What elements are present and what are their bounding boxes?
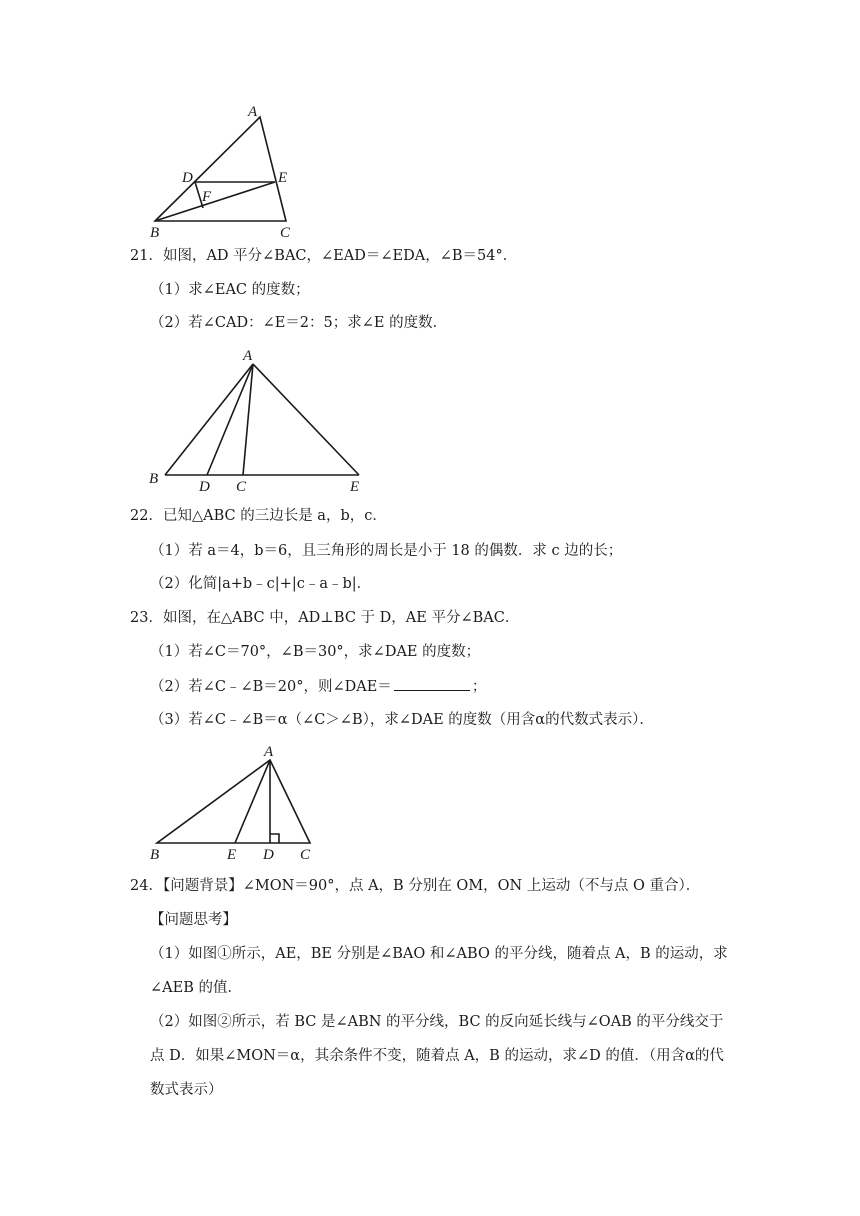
right-angle-mark (270, 834, 279, 843)
q24-heading: 【问题思考】 (150, 912, 237, 928)
label-f: F (202, 189, 212, 205)
label-e: E (227, 847, 237, 863)
label-a: A (264, 744, 274, 760)
q23-part2 (150, 676, 486, 697)
segment-be (155, 182, 275, 221)
label-c: C (236, 479, 247, 495)
q22-part1: （1）若 a＝4，b＝6，且三角形的周长是小于 18 的偶数．求 c 边的长； (150, 543, 623, 559)
q24-part2-line1: （2）如图②所示，若 BC 是∠ABN 的平分线，BC 的反向延长线与∠OAB 的平分线交于 (150, 1014, 724, 1030)
label-b: B (150, 847, 160, 863)
q24-part2-line3: 数式表示） (150, 1082, 223, 1098)
q21-stem: 21．如图，AD 平分∠BAC，∠EAD＝∠EDA，∠B＝54°． (130, 248, 518, 264)
triangle-abc (155, 117, 286, 221)
triangle-abc (157, 760, 310, 843)
label-c: C (300, 847, 311, 863)
label-d: D (199, 479, 210, 495)
q22-part2: （2）化简|a+b﹣c|+|c﹣a﹣b|． (150, 576, 372, 592)
label-b: B (150, 225, 160, 241)
q23-part3: （3）若∠C﹣∠B＝α（∠C＞∠B），求∠DAE 的度数（用含α的代数式表示）． (150, 712, 654, 728)
q22-stem: 22．已知△ABC 的三边长是 a，b，c． (130, 508, 387, 524)
label-d: D (263, 847, 274, 863)
label-e: E (278, 170, 288, 186)
segment-ad (207, 364, 253, 475)
q23-part2-end: ； (471, 679, 487, 695)
label-c: C (280, 225, 291, 241)
segment-ab (165, 364, 253, 475)
figure-q21 (140, 344, 380, 496)
q21-part1: （1）求∠EAC 的度数； (150, 282, 310, 298)
q21-part2: （2）若∠CAD：∠E＝2：5；求∠E 的度数． (150, 315, 448, 331)
q24-part1-line2: ∠AEB 的值． (150, 980, 242, 996)
q23-part2-text: （2）若∠C﹣∠B＝20°，则∠DAE＝ (150, 679, 392, 695)
label-a: A (243, 348, 253, 364)
q24-part2-line2: 点 D．如果∠MON＝α，其余条件不变，随着点 A，B 的运动，求∠D 的值．（用含α的代 (150, 1048, 724, 1064)
q23-part1: （1）若∠C＝70°，∠B＝30°，求∠DAE 的度数； (150, 644, 481, 660)
segment-ac (243, 364, 253, 475)
label-e: E (350, 479, 360, 495)
figure-q23 (140, 740, 330, 864)
label-b: B (149, 471, 159, 487)
q24-stem: 24．【问题背景】∠MON＝90°，点 A，B 分别在 OM，ON 上运动（不与点 O 重合）． (130, 878, 701, 894)
answer-blank[interactable] (394, 676, 470, 691)
q24-part1-line1: （1）如图①所示，AE，BE 分别是∠BAO 和∠ABO 的平分线，随着点 A，B 的运动，求 (150, 946, 728, 962)
segment-ae (253, 364, 359, 475)
label-a: A (248, 104, 258, 120)
q23-stem: 23．如图，在△ABC 中，AD⊥BC 于 D，AE 平分∠BAC． (130, 610, 520, 626)
figure-q20 (140, 100, 300, 242)
label-d: D (182, 170, 193, 186)
